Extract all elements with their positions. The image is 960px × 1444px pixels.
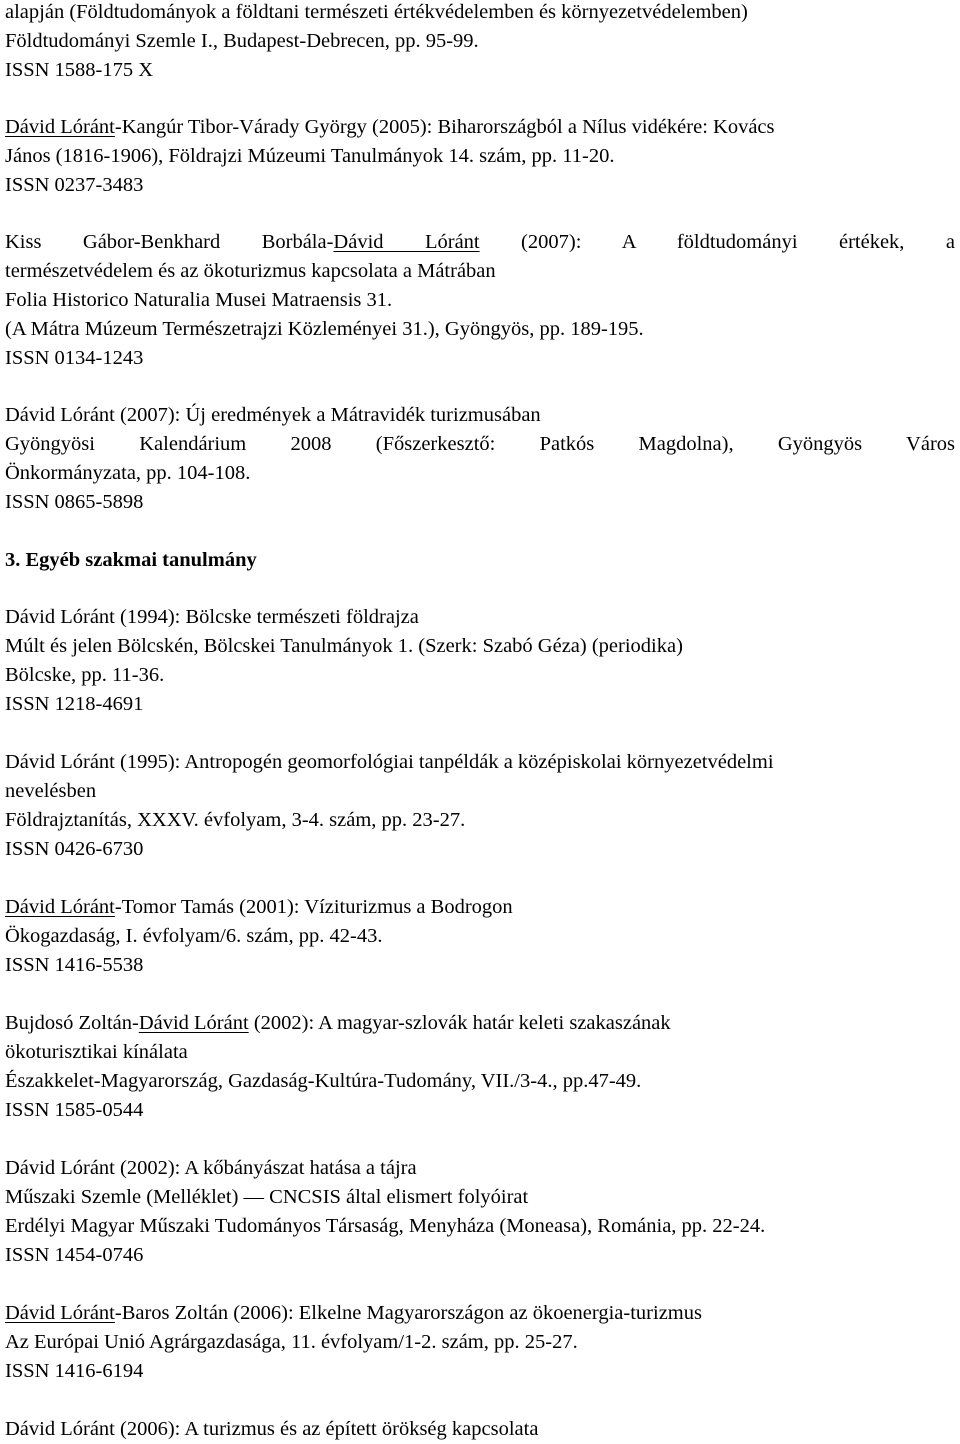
reference-line: Önkormányzata, pp. 104-108.	[5, 462, 251, 484]
reference-issn: ISSN 0237-3483	[5, 174, 144, 196]
author-underlined: Dávid Lóránt	[5, 1302, 115, 1324]
reference-line: Északkelet-Magyarország, Gazdaság-Kultúra-Tudomány, VII./3-4., pp.47-49.	[5, 1070, 642, 1092]
reference-line: ökoturisztikai kínálata	[5, 1041, 188, 1063]
reference-text: Bujdosó Zoltán-	[5, 1012, 139, 1034]
reference-issn: ISSN 1416-5538	[5, 954, 144, 976]
reference-line: Bölcske, pp. 11-36.	[5, 664, 165, 686]
reference-line: Dávid Lóránt (2006): A turizmus és az épített örökség kapcsolata	[5, 1418, 539, 1440]
reference-line: Dávid Lóránt (1995): Antropogén geomorfológiai tanpéldák a középiskolai környezetvédelmi	[5, 751, 774, 773]
author-underlined: Dávid Lóránt	[5, 896, 115, 918]
reference-line: János (1816-1906), Földrajzi Múzeumi Tanulmányok 14. szám, pp. 11-20.	[5, 145, 615, 167]
reference-issn: ISSN 0426-6730	[5, 838, 144, 860]
reference-issn: ISSN 1218-4691	[5, 693, 144, 715]
reference-line	[5, 1009, 671, 1038]
reference-issn: ISSN 0865-5898	[5, 491, 144, 513]
reference-issn: ISSN 1585-0544	[5, 1099, 144, 1121]
reference-issn: ISSN 0134-1243	[5, 347, 144, 369]
reference-line	[5, 893, 513, 922]
reference-line: természetvédelem és az ökoturizmus kapcsolata a Mátrában	[5, 260, 496, 282]
reference-text: (2007): A földtudományi értékek, a	[479, 231, 955, 253]
reference-line: Dávid Lóránt (2007): Új eredmények a Mátravidék turizmusában	[5, 404, 541, 426]
reference-line	[5, 113, 775, 142]
section-heading: 3. Egyéb szakmai tanulmány	[5, 549, 257, 571]
author-underlined: Dávid Lóránt	[5, 116, 115, 138]
reference-line: Gyöngyösi Kalendárium 2008 (Főszerkesztő: Patkós Magdolna), Gyöngyös Város	[5, 433, 955, 455]
reference-text: -Kangúr Tibor-Várady György (2005): Biharországból a Nílus vidékére: Kovács	[114, 116, 775, 138]
reference-text: (2002): A magyar-szlovák határ keleti szakaszának	[248, 1012, 671, 1034]
reference-line: (A Mátra Múzeum Természetrajzi Közleményei 31.), Gyöngyös, pp. 189-195.	[5, 318, 644, 340]
author-underlined: Dávid Lóránt	[333, 231, 480, 253]
reference-line: Folia Historico Naturalia Musei Matraensis 31.	[5, 289, 393, 311]
reference-text: -Baros Zoltán (2006): Elkelne Magyarországon az ökoenergia-turizmus	[114, 1302, 702, 1324]
reference-line	[5, 228, 955, 257]
reference-line: nevelésben	[5, 780, 97, 802]
reference-line: Földtudományi Szemle I., Budapest-Debrecen, pp. 95-99.	[5, 30, 479, 52]
reference-line	[5, 1299, 702, 1328]
reference-line: Ökogazdaság, I. évfolyam/6. szám, pp. 42-43.	[5, 925, 383, 947]
author-underlined: Dávid Lóránt	[138, 1012, 249, 1034]
reference-issn: ISSN 1416-6194	[5, 1360, 144, 1382]
reference-line: alapján (Földtudományok a földtani természeti értékvédelemben és környezetvédelemben)	[5, 1, 748, 23]
reference-line: Dávid Lóránt (1994): Bölcske természeti földrajza	[5, 606, 419, 628]
reference-line: Erdélyi Magyar Műszaki Tudományos Társaság, Menyháza (Moneasa), Románia, pp. 22-24.	[5, 1215, 766, 1237]
reference-line: Az Európai Unió Agrárgazdasága, 11. évfolyam/1-2. szám, pp. 25-27.	[5, 1331, 578, 1353]
reference-line: Dávid Lóránt (2002): A kőbányászat hatása a tájra	[5, 1157, 417, 1179]
reference-issn: ISSN 1588-175 X	[5, 59, 154, 81]
reference-text: -Tomor Tamás (2001): Víziturizmus a Bodrogon	[114, 896, 513, 918]
reference-line: Múlt és jelen Bölcskén, Bölcskei Tanulmányok 1. (Szerk: Szabó Géza) (periodika)	[5, 635, 683, 657]
reference-issn: ISSN 1454-0746	[5, 1244, 144, 1266]
reference-text: Kiss Gábor-Benkhard Borbála-	[5, 231, 334, 253]
reference-line: Műszaki Szemle (Melléklet) — CNCSIS által elismert folyóirat	[5, 1186, 529, 1208]
reference-line: Földrajztanítás, XXXV. évfolyam, 3-4. szám, pp. 23-27.	[5, 809, 466, 831]
